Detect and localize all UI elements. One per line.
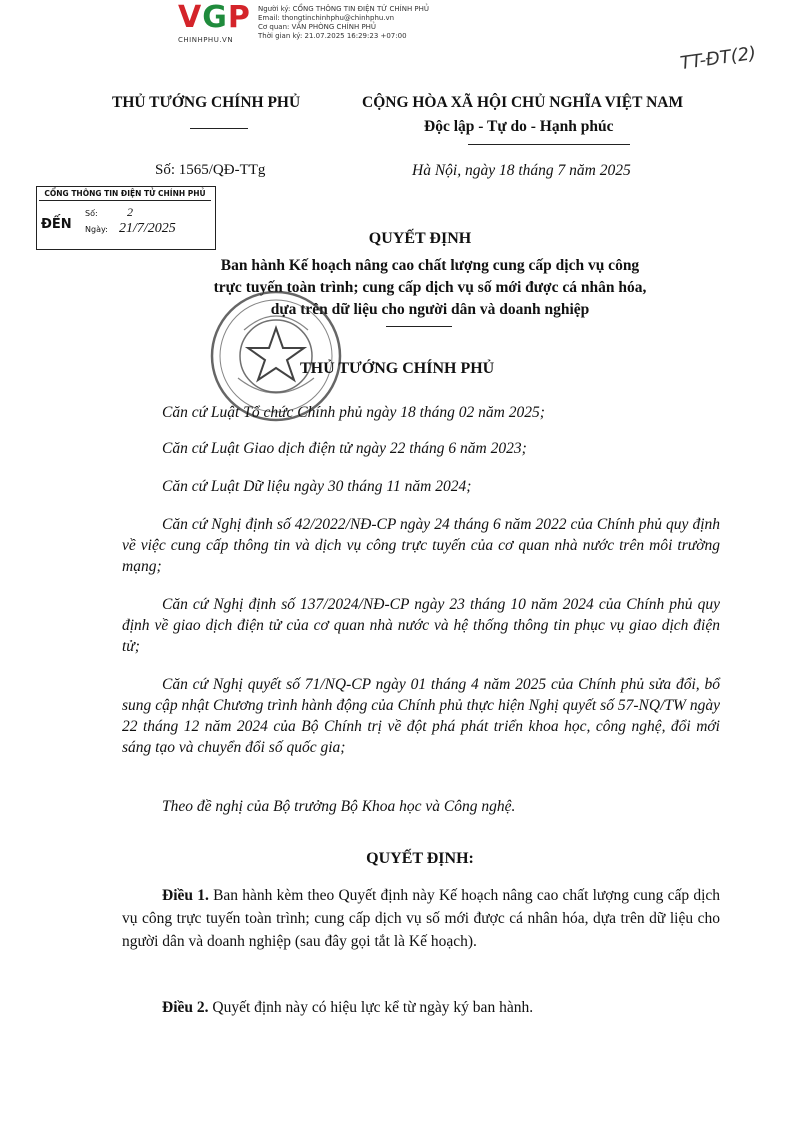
- legal-basis: Căn cứ Nghị định số 137/2024/NĐ-CP ngày 23 tháng 10 năm 2024 của Chính phủ quy định về giao dịch điện tử của cơ quan nhà nước và hệ thống thông tin phục vụ giao dịch điện tử;: [122, 596, 720, 655]
- stamp-so-value: 2: [127, 205, 133, 219]
- legal-basis: Căn cứ Nghị quyết số 71/NQ-CP ngày 01 tháng 4 năm 2025 của Chính phủ sửa đổi, bổ sung cập nhật Chương trình hành động của Chính phủ thực hiện Nghị quyết số 57-NQ/TW ngày 22 tháng 12 năm 2024 của Bộ Chính trị về đột phá phát triển khoa học, công nghệ, đổi mới sáng tạo và chuyển đổi số quốc gia;: [122, 676, 720, 756]
- article-text: Quyết định này có hiệu lực kể từ ngày ký ban hành.: [208, 999, 534, 1016]
- article-text: Ban hành kèm theo Quyết định này Kế hoạch nâng cao chất lượng cung cấp dịch vụ công trực tuyến toàn trình; cung cấp dịch vụ số mới được cá nhân hóa, dựa trên dữ liệu cho người dân và doanh nghiệp (sau đây gọi tắt là Kế hoạch).: [122, 887, 720, 950]
- legal-basis: Căn cứ Luật Giao dịch điện tử ngày 22 tháng 6 năm 2023;: [162, 440, 527, 457]
- vgp-logo: VGP: [178, 0, 251, 35]
- signature-agency: Cơ quan: VĂN PHÒNG CHÍNH PHỦ: [258, 23, 377, 31]
- divider: [190, 128, 248, 129]
- signature-signer: Người ký: CỔNG THÔNG TIN ĐIỆN TỬ CHÍNH PHỦ: [258, 5, 430, 13]
- article-label: Điều 2.: [162, 999, 209, 1016]
- subtitle-line: Ban hành Kế hoạch nâng cao chất lượng cung cấp dịch vụ công: [220, 257, 640, 274]
- issuer-title: THỦ TƯỚNG CHÍNH PHỦ: [300, 360, 495, 377]
- place-date: Hà Nội, ngày 18 tháng 7 năm 2025: [412, 162, 631, 179]
- digital-signature: [178, 2, 498, 46]
- stamp-ngay-value: 21/7/2025: [119, 221, 176, 236]
- article-2: [122, 996, 720, 1019]
- divider: [386, 326, 452, 327]
- legal-basis: Căn cứ Luật Dữ liệu ngày 30 tháng 11 năm 2024;: [162, 478, 472, 495]
- national-title: CỘNG HÒA XÃ HỘI CHỦ NGHĨA VIỆT NAM: [362, 94, 684, 111]
- divider: [468, 144, 630, 145]
- vgp-logo-sub: CHINHPHU.VN: [178, 36, 234, 44]
- signature-time: Thời gian ký: 21.07.2025 16:29:23 +07:00: [258, 32, 407, 40]
- stamp-ngay-label: Ngày:: [85, 225, 108, 234]
- subtitle-line: dựa trên dữ liệu cho người dân và doanh nghiệp: [270, 301, 590, 318]
- national-motto: Độc lập - Tự do - Hạnh phúc: [424, 118, 614, 135]
- article-1: [122, 884, 720, 953]
- decision-heading: QUYẾT ĐỊNH:: [366, 850, 474, 867]
- document-title: QUYẾT ĐỊNH: [368, 230, 472, 247]
- legal-basis: Theo đề nghị của Bộ trưởng Bộ Khoa học và Công nghệ.: [162, 798, 516, 815]
- legal-basis: Căn cứ Nghị định số 42/2022/NĐ-CP ngày 24 tháng 6 năm 2022 của Chính phủ quy định về việc cung cấp thông tin và dịch vụ công trực tuyến của cơ quan nhà nước trên môi trường mạng;: [122, 516, 720, 575]
- subtitle-line: trực tuyến toàn trình; cung cấp dịch vụ số mới được cá nhân hóa,: [213, 279, 647, 296]
- document-number: Số: 1565/QĐ-TTg: [155, 162, 266, 178]
- article-label: Điều 1.: [162, 887, 209, 904]
- handwritten-note: TT-ĐT(2): [678, 42, 758, 75]
- issuing-authority: THỦ TƯỚNG CHÍNH PHỦ: [112, 94, 301, 111]
- stamp-title: CỔNG THÔNG TIN ĐIỆN TỬ CHÍNH PHỦ: [39, 189, 211, 201]
- stamp-den: ĐẾN: [41, 217, 72, 232]
- legal-basis: Căn cứ Luật Tổ chức Chính phủ ngày 18 tháng 02 năm 2025;: [162, 404, 545, 421]
- signature-email: Email: thongtinchinhphu@chinhphu.vn: [258, 14, 395, 22]
- stamp-so-label: Số:: [85, 209, 98, 218]
